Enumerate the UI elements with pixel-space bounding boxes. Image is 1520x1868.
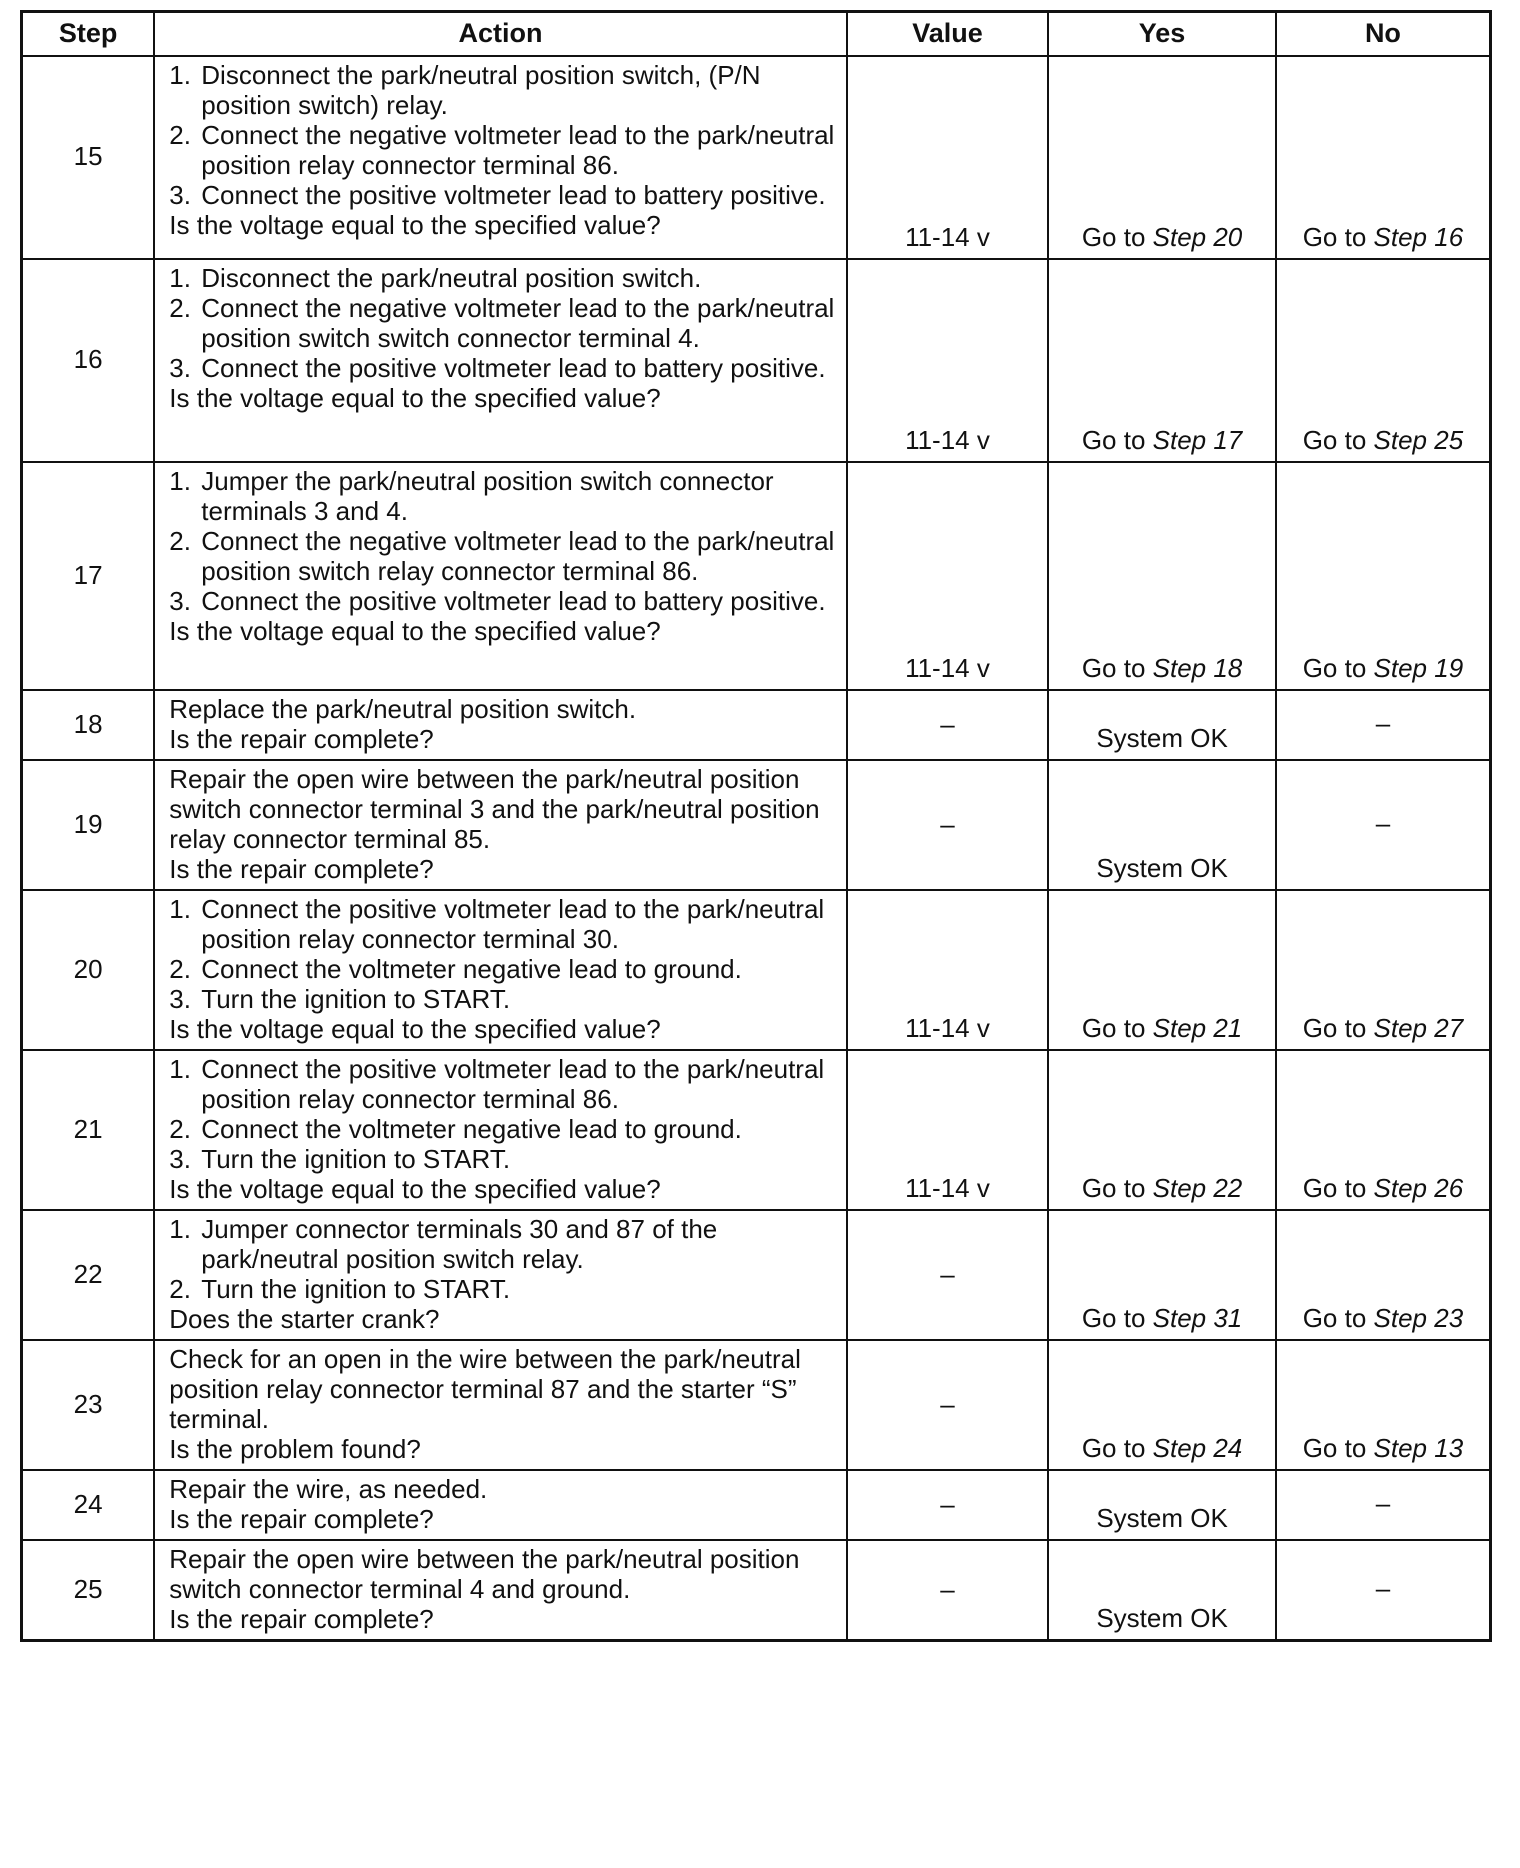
no-prefix: Go to (1302, 221, 1367, 252)
step-number: 20 (22, 890, 155, 1050)
yes-prefix: Go to (1081, 1432, 1146, 1463)
no-cell: – (1276, 1540, 1491, 1641)
question-text: Is the voltage equal to the specified value? (169, 382, 661, 413)
step-number: 16 (22, 259, 155, 462)
instruction-number: 2. (169, 1273, 191, 1304)
step-number: 17 (22, 462, 155, 690)
yes-cell: System OK (1048, 1470, 1276, 1540)
instruction-number: 1. (169, 59, 191, 90)
step-number: 22 (22, 1210, 155, 1340)
instruction-number: 2. (169, 525, 191, 556)
action-cell (154, 259, 846, 462)
instruction-text: Connect the positive voltmeter lead to the park/neutral position relay connector terminal 86. (201, 1053, 825, 1114)
instruction-text: Connect the positive voltmeter lead to battery positive. (201, 585, 826, 616)
instruction-item (169, 120, 839, 180)
value-cell: 11-14 v (847, 1050, 1049, 1210)
no-prefix: Go to (1302, 1172, 1367, 1203)
no-cell: – (1276, 690, 1491, 760)
action-cell (154, 462, 846, 690)
value-cell: 11-14 v (847, 56, 1049, 259)
yes-step-link: Step 17 (1152, 424, 1243, 455)
question-text: Is the voltage equal to the specified value? (169, 615, 661, 646)
instruction-text: Turn the ignition to START. (201, 1273, 511, 1304)
action-text: Repair the open wire between the park/neutral position switch connector terminal 3 and the park/neutral position relay connector terminal 85. (169, 763, 820, 854)
action-cell (154, 1340, 846, 1470)
step-number: 15 (22, 56, 155, 259)
instruction-text: Disconnect the park/neutral position switch. (201, 262, 702, 293)
yes-cell: System OK (1048, 760, 1276, 890)
yes-step-link: Step 24 (1152, 1432, 1243, 1463)
step-number: 19 (22, 760, 155, 890)
action-cell (154, 1540, 846, 1641)
instruction-list (169, 263, 839, 383)
instruction-text: Connect the voltmeter negative lead to ground. (201, 1113, 742, 1144)
instruction-item (169, 1214, 839, 1274)
instruction-item (169, 526, 839, 586)
yes-step-link: Step 22 (1152, 1172, 1243, 1203)
yes-cell (1048, 56, 1276, 259)
instruction-item (169, 1274, 839, 1304)
no-prefix: Go to (1302, 424, 1367, 455)
no-cell (1276, 1050, 1491, 1210)
action-cell (154, 760, 846, 890)
instruction-text: Turn the ignition to START. (201, 1143, 511, 1174)
no-prefix: Go to (1302, 1302, 1367, 1333)
table-row (22, 1050, 1491, 1210)
instruction-number: 3. (169, 179, 191, 210)
no-step-link: Step 26 (1373, 1172, 1464, 1203)
instruction-list (169, 1054, 839, 1174)
no-cell (1276, 259, 1491, 462)
instruction-text: Connect the negative voltmeter lead to the park/neutral position switch relay connector terminal 86. (201, 525, 835, 586)
question-text: Is the repair complete? (169, 853, 434, 884)
action-cell (154, 1050, 846, 1210)
no-step-link: Step 16 (1373, 221, 1464, 252)
no-prefix: Go to (1302, 1012, 1367, 1043)
yes-cell (1048, 890, 1276, 1050)
yes-cell: System OK (1048, 1540, 1276, 1641)
action-text: Replace the park/neutral position switch. (169, 693, 637, 724)
yes-step-link: Step 18 (1152, 652, 1243, 683)
no-cell (1276, 1340, 1491, 1470)
step-number: 21 (22, 1050, 155, 1210)
yes-prefix: Go to (1081, 652, 1146, 683)
no-step-link: Step 27 (1373, 1012, 1464, 1043)
action-cell (154, 1470, 846, 1540)
header-no: No (1276, 12, 1491, 56)
diagnostic-table (20, 10, 1492, 1642)
yes-step-link: Step 31 (1152, 1302, 1243, 1333)
no-cell: – (1276, 760, 1491, 890)
table-row (22, 760, 1491, 890)
instruction-number: 3. (169, 585, 191, 616)
yes-cell (1048, 1050, 1276, 1210)
instruction-number: 1. (169, 1053, 191, 1084)
instruction-number: 1. (169, 893, 191, 924)
instruction-list (169, 60, 839, 210)
no-cell (1276, 1210, 1491, 1340)
header-action: Action (154, 12, 846, 56)
question-text: Does the starter crank? (169, 1303, 440, 1334)
yes-prefix: Go to (1081, 1172, 1146, 1203)
instruction-number: 3. (169, 352, 191, 383)
no-cell (1276, 56, 1491, 259)
yes-step-link: Step 20 (1152, 221, 1243, 252)
no-prefix: Go to (1302, 1432, 1367, 1463)
instruction-item (169, 60, 839, 120)
table-row (22, 259, 1491, 462)
instruction-number: 2. (169, 292, 191, 323)
instruction-text: Disconnect the park/neutral position switch, (P/N position switch) relay. (201, 59, 761, 120)
question-text: Is the voltage equal to the specified value? (169, 1013, 661, 1044)
no-step-link: Step 25 (1373, 424, 1464, 455)
value-cell: – (847, 1210, 1049, 1340)
step-number: 23 (22, 1340, 155, 1470)
action-cell (154, 1210, 846, 1340)
yes-cell: System OK (1048, 690, 1276, 760)
instruction-list (169, 1214, 839, 1304)
question-text: Is the repair complete? (169, 1503, 434, 1534)
instruction-item (169, 263, 839, 293)
instruction-number: 1. (169, 262, 191, 293)
action-text: Repair the wire, as needed. (169, 1473, 488, 1504)
instruction-item (169, 586, 839, 616)
question-text: Is the voltage equal to the specified value? (169, 209, 661, 240)
instruction-number: 2. (169, 953, 191, 984)
value-cell: 11-14 v (847, 462, 1049, 690)
value-cell: – (847, 1540, 1049, 1641)
instruction-item (169, 984, 839, 1014)
table-row (22, 56, 1491, 259)
step-number: 25 (22, 1540, 155, 1641)
instruction-number: 1. (169, 1213, 191, 1244)
yes-prefix: Go to (1081, 221, 1146, 252)
instruction-text: Connect the positive voltmeter lead to battery positive. (201, 352, 826, 383)
step-number: 18 (22, 690, 155, 760)
instruction-text: Connect the positive voltmeter lead to battery positive. (201, 179, 826, 210)
no-cell (1276, 890, 1491, 1050)
instruction-list (169, 894, 839, 1014)
value-cell: – (847, 690, 1049, 760)
header-value: Value (847, 12, 1049, 56)
instruction-text: Turn the ignition to START. (201, 983, 511, 1014)
action-text: Repair the open wire between the park/neutral position switch connector terminal 4 and ground. (169, 1543, 800, 1604)
no-cell (1276, 462, 1491, 690)
instruction-item (169, 293, 839, 353)
no-step-link: Step 19 (1373, 652, 1464, 683)
yes-prefix: Go to (1081, 1012, 1146, 1043)
value-cell: 11-14 v (847, 259, 1049, 462)
step-number: 24 (22, 1470, 155, 1540)
action-cell (154, 56, 846, 259)
instruction-number: 1. (169, 465, 191, 496)
question-text: Is the repair complete? (169, 723, 434, 754)
instruction-text: Connect the negative voltmeter lead to the park/neutral position switch switch connector terminal 4. (201, 292, 835, 353)
instruction-text: Connect the voltmeter negative lead to ground. (201, 953, 742, 984)
yes-prefix: Go to (1081, 424, 1146, 455)
instruction-item (169, 466, 839, 526)
instruction-item (169, 353, 839, 383)
instruction-text: Connect the negative voltmeter lead to the park/neutral position relay connector terminal 86. (201, 119, 835, 180)
question-text: Is the repair complete? (169, 1603, 434, 1634)
instruction-number: 2. (169, 119, 191, 150)
value-cell: – (847, 1340, 1049, 1470)
value-cell: – (847, 760, 1049, 890)
yes-cell (1048, 1210, 1276, 1340)
no-step-link: Step 23 (1373, 1302, 1464, 1333)
question-text: Is the problem found? (169, 1433, 421, 1464)
table-row (22, 1540, 1491, 1641)
action-cell (154, 890, 846, 1050)
value-cell: – (847, 1470, 1049, 1540)
instruction-number: 3. (169, 1143, 191, 1174)
no-prefix: Go to (1302, 652, 1367, 683)
instruction-item (169, 954, 839, 984)
value-cell: 11-14 v (847, 890, 1049, 1050)
instruction-number: 2. (169, 1113, 191, 1144)
instruction-item (169, 1114, 839, 1144)
question-text: Is the voltage equal to the specified value? (169, 1173, 661, 1204)
yes-prefix: Go to (1081, 1302, 1146, 1333)
table-row (22, 1470, 1491, 1540)
table-row (22, 1340, 1491, 1470)
instruction-item (169, 180, 839, 210)
instruction-text: Jumper the park/neutral position switch connector terminals 3 and 4. (201, 465, 774, 526)
action-cell (154, 690, 846, 760)
no-cell: – (1276, 1470, 1491, 1540)
instruction-list (169, 466, 839, 616)
table-body (22, 56, 1491, 1641)
no-step-link: Step 13 (1373, 1432, 1464, 1463)
instruction-item (169, 1144, 839, 1174)
yes-step-link: Step 21 (1152, 1012, 1243, 1043)
action-text: Check for an open in the wire between the park/neutral position relay connector terminal 87 and the starter “S” terminal. (169, 1343, 801, 1434)
instruction-item (169, 1054, 839, 1114)
header-row (22, 12, 1491, 56)
header-yes: Yes (1048, 12, 1276, 56)
header-step: Step (22, 12, 155, 56)
yes-cell (1048, 1340, 1276, 1470)
instruction-text: Connect the positive voltmeter lead to the park/neutral position relay connector terminal 30. (201, 893, 825, 954)
yes-cell (1048, 462, 1276, 690)
table-row (22, 690, 1491, 760)
yes-cell (1048, 259, 1276, 462)
table-row (22, 1210, 1491, 1340)
instruction-number: 3. (169, 983, 191, 1014)
instruction-text: Jumper connector terminals 30 and 87 of the park/neutral position switch relay. (201, 1213, 718, 1274)
instruction-item (169, 894, 839, 954)
table-row (22, 890, 1491, 1050)
table-row (22, 462, 1491, 690)
